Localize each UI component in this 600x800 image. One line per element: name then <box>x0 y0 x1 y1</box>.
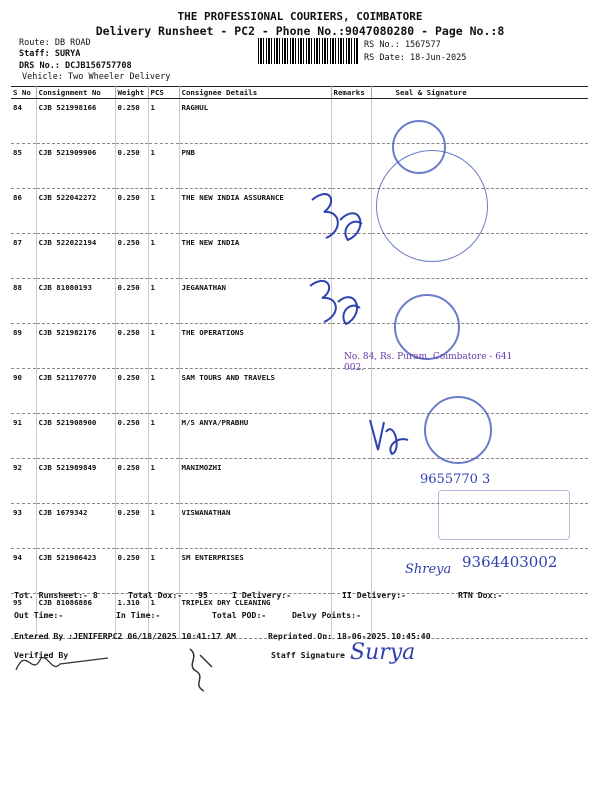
cell-consignee: MANIMOZHI <box>179 459 331 504</box>
handwritten-phone-2: 9364403002 <box>462 553 558 571</box>
staff-signature-ink: Surya <box>350 640 416 665</box>
cell-weight: 0.250 <box>115 459 148 504</box>
cell-weight: 0.250 <box>115 99 148 144</box>
cell-pcs: 1 <box>148 99 179 144</box>
handwritten-sign-name: Shreya <box>405 562 452 577</box>
cell-sno: 94 <box>11 549 36 594</box>
ii-delivery: II Delivery:- <box>342 590 407 600</box>
cell-consignee: RAGHUL <box>179 99 331 144</box>
cell-sno: 87 <box>11 234 36 279</box>
cell-pcs: 1 <box>148 414 179 459</box>
verifier-signature-icon <box>12 640 112 680</box>
cell-consignee: JEGANATHAN <box>179 279 331 324</box>
total-runsheet: Tot. Runsheet:- 8 <box>14 590 98 600</box>
cell-consignment: CJB 521170770 <box>36 369 115 414</box>
cell-remarks <box>331 369 371 414</box>
cell-consignee: TRIPLEX DRY CLEANING <box>179 594 331 639</box>
cell-consignment: CJB 1679342 <box>36 504 115 549</box>
staff-label: Staff: SURYA <box>19 49 81 59</box>
signature-scribble-icon <box>182 645 222 693</box>
cell-consignee: THE NEW INDIA <box>179 234 331 279</box>
handwritten-phone: 9655770 3 <box>420 472 491 487</box>
rs-date: RS Date: 18-Jun-2025 <box>364 53 467 63</box>
cell-consignee: VISWANATHAN <box>179 504 331 549</box>
cell-remarks <box>331 459 371 504</box>
reprinted-on: Reprinted On: 18-06-2025 10:45:40 <box>268 631 431 641</box>
barcode <box>258 38 358 64</box>
cell-sno: 89 <box>11 324 36 369</box>
cell-sno: 95 <box>11 594 36 639</box>
col-pcs: PCS <box>148 87 179 99</box>
vehicle-label: Vehicle: Two Wheeler Delivery <box>22 72 171 82</box>
cell-consignment: CJB 522042272 <box>36 189 115 234</box>
cell-consignment: CJB 81086886 <box>36 594 115 639</box>
col-weight: Weight <box>115 87 148 99</box>
col-seal-signature: Seal & Signature <box>371 87 588 99</box>
cell-remarks <box>331 549 371 594</box>
cell-pcs: 1 <box>148 549 179 594</box>
cell-consignee: THE OPERATIONS <box>179 324 331 369</box>
delvy-points: Delvy Points:- <box>292 610 362 620</box>
total-pod: Total POD:- <box>212 610 267 620</box>
cell-weight: 1.310 <box>115 594 148 639</box>
rubber-stamp-icon <box>438 490 570 540</box>
cell-weight: 0.250 <box>115 369 148 414</box>
cell-pcs: 1 <box>148 594 179 639</box>
cell-sno: 93 <box>11 504 36 549</box>
in-time: In Time:- <box>116 610 161 620</box>
cell-remarks <box>331 504 371 549</box>
route-label: Route: DB ROAD <box>19 38 91 48</box>
cell-pcs: 1 <box>148 144 179 189</box>
cell-consignment: CJB 521998166 <box>36 99 115 144</box>
cell-consignee: M/S ANYA/PRABHU <box>179 414 331 459</box>
cell-consignment: CJB 522022194 <box>36 234 115 279</box>
cell-pcs: 1 <box>148 504 179 549</box>
bank-seal-stamp-icon <box>376 150 488 262</box>
cell-sno: 91 <box>11 414 36 459</box>
drs-number: DRS No.: DCJB156757708 <box>19 61 132 71</box>
table-row <box>11 369 588 414</box>
cell-consignee: PNB <box>179 144 331 189</box>
cell-consignment: CJB 521989849 <box>36 459 115 504</box>
signature-scribble-icon <box>364 410 424 456</box>
cell-weight: 0.250 <box>115 504 148 549</box>
table-row <box>11 99 588 144</box>
staff-signature-label: Staff Signature <box>271 650 345 660</box>
cell-consignment: CJB 81080193 <box>36 279 115 324</box>
seal-stamp-icon <box>394 294 460 360</box>
address-stamp: No. 84, Rs. Puram, Coimbatore - 641 002. <box>344 352 513 373</box>
cell-weight: 0.250 <box>115 414 148 459</box>
cell-sno: 86 <box>11 189 36 234</box>
runsheet-title: Delivery Runsheet - PC2 - Phone No.:9047080280 - Page No.:8 <box>95 24 505 38</box>
cell-consignment: CJB 521982176 <box>36 324 115 369</box>
cell-consignee: THE NEW INDIA ASSURANCE <box>179 189 331 234</box>
cell-consignment: CJB 521909906 <box>36 144 115 189</box>
cell-pcs: 1 <box>148 234 179 279</box>
rtn-dox: RTN Dox:- <box>458 590 503 600</box>
rs-number: RS No.: 1567577 <box>364 40 441 50</box>
cell-sno: 92 <box>11 459 36 504</box>
cell-weight: 0.250 <box>115 189 148 234</box>
cell-consignment: CJB 521908900 <box>36 414 115 459</box>
col-remarks: Remarks <box>331 87 371 99</box>
cell-pcs: 1 <box>148 189 179 234</box>
cell-weight: 0.250 <box>115 144 148 189</box>
i-delivery: I Delivery:- <box>232 590 292 600</box>
cell-pcs: 1 <box>148 279 179 324</box>
cell-consignment: CJB 521986423 <box>36 549 115 594</box>
total-dox-value: 95 <box>198 590 208 600</box>
cell-sno: 85 <box>11 144 36 189</box>
out-time: Out Time:- <box>14 610 64 620</box>
cell-weight: 0.250 <box>115 549 148 594</box>
entered-by: Entered By :JENIFERPC2 06/18/2025 10:41:17 AM <box>14 631 236 641</box>
cell-weight: 0.250 <box>115 279 148 324</box>
cell-consignee: SAM TOURS AND TRAVELS <box>179 369 331 414</box>
cell-pcs: 1 <box>148 369 179 414</box>
cell-pcs: 1 <box>148 459 179 504</box>
signature-scribble-icon <box>296 268 376 338</box>
cell-sno: 88 <box>11 279 36 324</box>
seal-stamp-icon <box>424 396 492 464</box>
signature-scribble-icon <box>300 180 380 260</box>
cell-pcs: 1 <box>148 324 179 369</box>
cell-consignee: SM ENTERPRISES <box>179 549 331 594</box>
verified-by: Verified By <box>14 650 69 660</box>
cell-remarks <box>331 99 371 144</box>
cell-sno: 90 <box>11 369 36 414</box>
col-consignee: Consignee Details <box>179 87 331 99</box>
company-title: THE PROFESSIONAL COURIERS, COIMBATORE <box>177 10 423 23</box>
cell-sno: 84 <box>11 99 36 144</box>
table-header-row <box>11 87 588 99</box>
cell-weight: 0.250 <box>115 324 148 369</box>
col-consignment: Consignment No <box>36 87 115 99</box>
cell-weight: 0.250 <box>115 234 148 279</box>
table-row <box>11 414 588 459</box>
total-dox-label: Total Dox:- <box>128 590 183 600</box>
col-sno: S No <box>11 87 36 99</box>
